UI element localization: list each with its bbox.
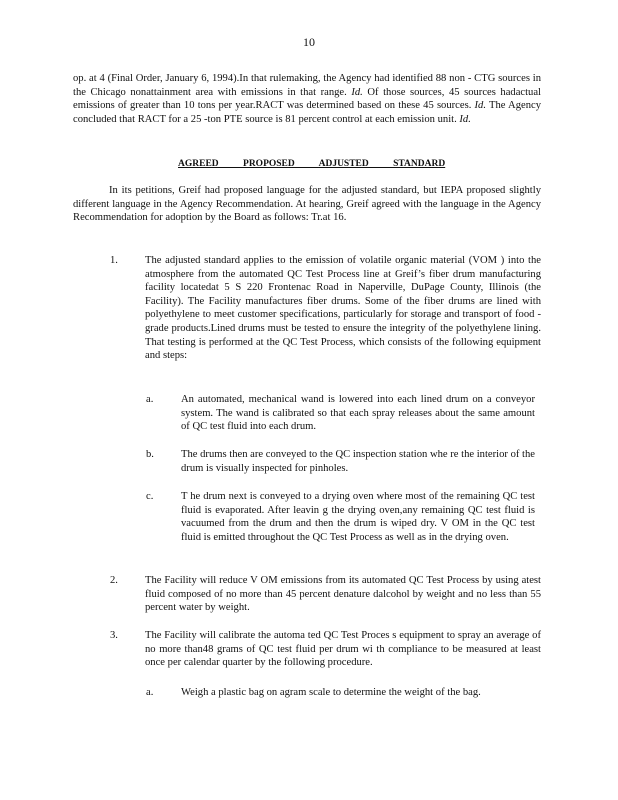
petition-paragraph (73, 184, 541, 225)
intro-text: op. at 4 (Final Order, January 6, 1994).In that rulemaking, the Agency had identified 88 non - CTG sources in the Chicago nonattainment area with emissions in that range. Id. Of those sources, 45 sources hadactual emissions of greater than 10 tons per year.RACT was determined based on these 45 sources. Id. The Agency concluded that RACT for a 25 -ton PTE source is 81 percent control at each emission unit. Id. (73, 73, 541, 125)
sub-text-1c: T he drum next is conveyed to a drying oven where most of the remaining QC test fluid is evaporated. After leavin g the drying oven,any remaining QC test fluid is vacuumed from the drum and then the drum is wiped dry. V OM in the QC test fluid is emitted throughout the QC Test Process as well as in the drying oven. (181, 491, 535, 543)
sub-letter-1a: a. (146, 394, 154, 405)
item-number-3: 3. (110, 630, 118, 641)
page-number: 10 (303, 35, 315, 49)
sub-text-3a: Weigh a plastic bag on agram scale to determine the weight of the bag. (181, 687, 481, 698)
sub-letter-3a: a. (146, 687, 154, 698)
citation-id: Id. (474, 100, 487, 112)
citation-id: Id. (351, 86, 363, 98)
sub-text-1b: The drums then are conveyed to the QC inspection station whe re the interior of the drum is visually inspected for pinholes. (181, 449, 535, 474)
item-text-1: The adjusted standard applies to the emission of volatile organic material (VOM ) into the atmosphere from the automated QC Test Process line at Greif’s fiber drum manufacturing facility locatedat 5 S 220 Frontenac Road in Naperville, DuPage County, Illinois (the Facility). The Facility manufactures fiber drums. Some of the fiber drums are lined with polyethylene to meet customer specifications, particularly for storage and transport of food -grade products.Lined drums must be tested to ensure the integrity of the polyethylene lining. That testing is performed at the QC Test Process, which consists of the following equipment and steps: (145, 255, 541, 362)
item-text-3: The Facility will calibrate the automa ted QC Test Proces s equipment to spray an average of no more than48 grams of QC test fluid per drum wi th compliance to be measured at least once per calendar quarter by the following procedure. (145, 630, 541, 669)
item-number-2: 2. (110, 575, 118, 586)
sub-letter-1c: c. (146, 491, 154, 502)
item-number-1: 1. (110, 255, 118, 266)
intro-paragraph (73, 72, 541, 126)
citation-id: Id. (459, 113, 471, 125)
section-heading: AGREED PROPOSED ADJUSTED STANDARD (178, 159, 446, 169)
sub-text-1a: An automated, mechanical wand is lowered into each lined drum on a conveyor system. The wand is calibrated so that each spray releases about the same amount of QC test fluid into each drum. (181, 394, 535, 433)
sub-letter-1b: b. (146, 449, 154, 460)
petition-text: In its petitions, Greif had proposed language for the adjusted standard, but IEPA proposed slightly different language in the Agency Recommendation. At hearing, Greif agreed with the language in the Agency Recommendation for adoption by the Board as follows: Tr.at 16. (73, 185, 541, 224)
item-text-2: The Facility will reduce V OM emissions from its automated QC Test Process by using atest fluid composed of no more than 45 percent denature dalcohol by weight and no less than 55 percent water by weight. (145, 575, 541, 614)
